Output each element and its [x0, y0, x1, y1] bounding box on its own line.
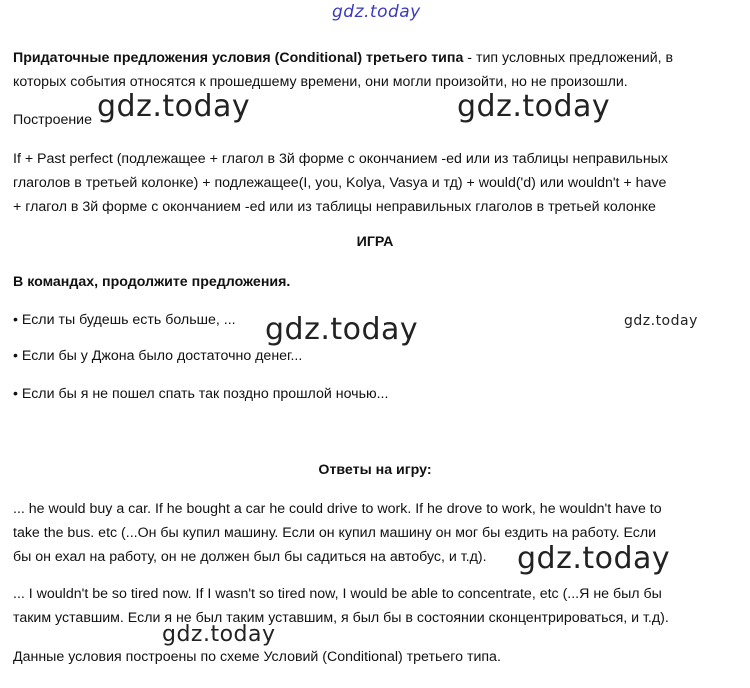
intro-title-rest: - тип условных предложений, в — [463, 50, 674, 66]
game-heading: ИГРА — [356, 234, 394, 250]
watermark-top: gdz.today — [332, 2, 421, 22]
conclusion: Данные условия построены по схеме Условий (Conditional) третьего типа. — [13, 649, 501, 665]
formula-line: If + Past perfect (подлежащее + глагол в 3й форме с окончанием -ed или из таблицы неправильных — [13, 151, 668, 167]
answer-line: бы он ехал на работу, он не должен был бы садиться на автобус, и т.д). — [13, 549, 487, 565]
bullet-item: • Если бы я не пошел спать так поздно прошлой ночью... — [13, 386, 389, 402]
bullet-item: • Если бы у Джона было достаточно денег... — [13, 348, 303, 364]
construction-label: Построение — [13, 112, 93, 128]
formula-line: + глагол в 3й форме с окончанием -ed или из таблицы неправильных глаголов в третьей колонке — [13, 199, 656, 215]
bullet-item: • Если ты будешь есть больше, ... — [13, 312, 236, 328]
task-heading: В командах, продолжите предложения. — [13, 274, 291, 290]
answers-heading: Ответы на игру: — [318, 462, 432, 478]
answer-line: таким уставшим. Если я не был таким уставшим, я был бы в состоянии сконцентрироваться, и т.д). — [13, 610, 669, 626]
watermark: gdz.today — [517, 541, 671, 576]
answer-line: ... I wouldn't be so tired now. If I wasn't so tired now, I would be able to concentrate, etc (...Я не был бы — [13, 586, 662, 602]
watermark: gdz.today — [97, 89, 251, 124]
intro-line-2: которых события относятся к прошедшему времени, они могли произойти, но не произошли. — [13, 74, 628, 90]
watermark: gdz.today — [265, 312, 419, 347]
watermark-small: gdz.today — [624, 313, 698, 329]
answer-line: take the bus. etc (...Он бы купил машину. Если он купил машину он мог бы ездить на работу. Если — [13, 525, 657, 541]
answer-line: ... he would buy a car. If he bought a car he could drive to work. If he drove to work, he wouldn't have to — [13, 501, 662, 517]
watermark: gdz.today — [457, 89, 611, 124]
intro-title: Придаточные предложения условия (Conditional) третьего типа — [13, 50, 464, 66]
intro-line-1 — [13, 46, 673, 70]
formula-line: глаголов в третьей колонке) + подлежащее(I, you, Kolya, Vasya и тд) + would('d) или wouldn't + have — [13, 175, 667, 191]
watermark: gdz.today — [162, 622, 276, 647]
